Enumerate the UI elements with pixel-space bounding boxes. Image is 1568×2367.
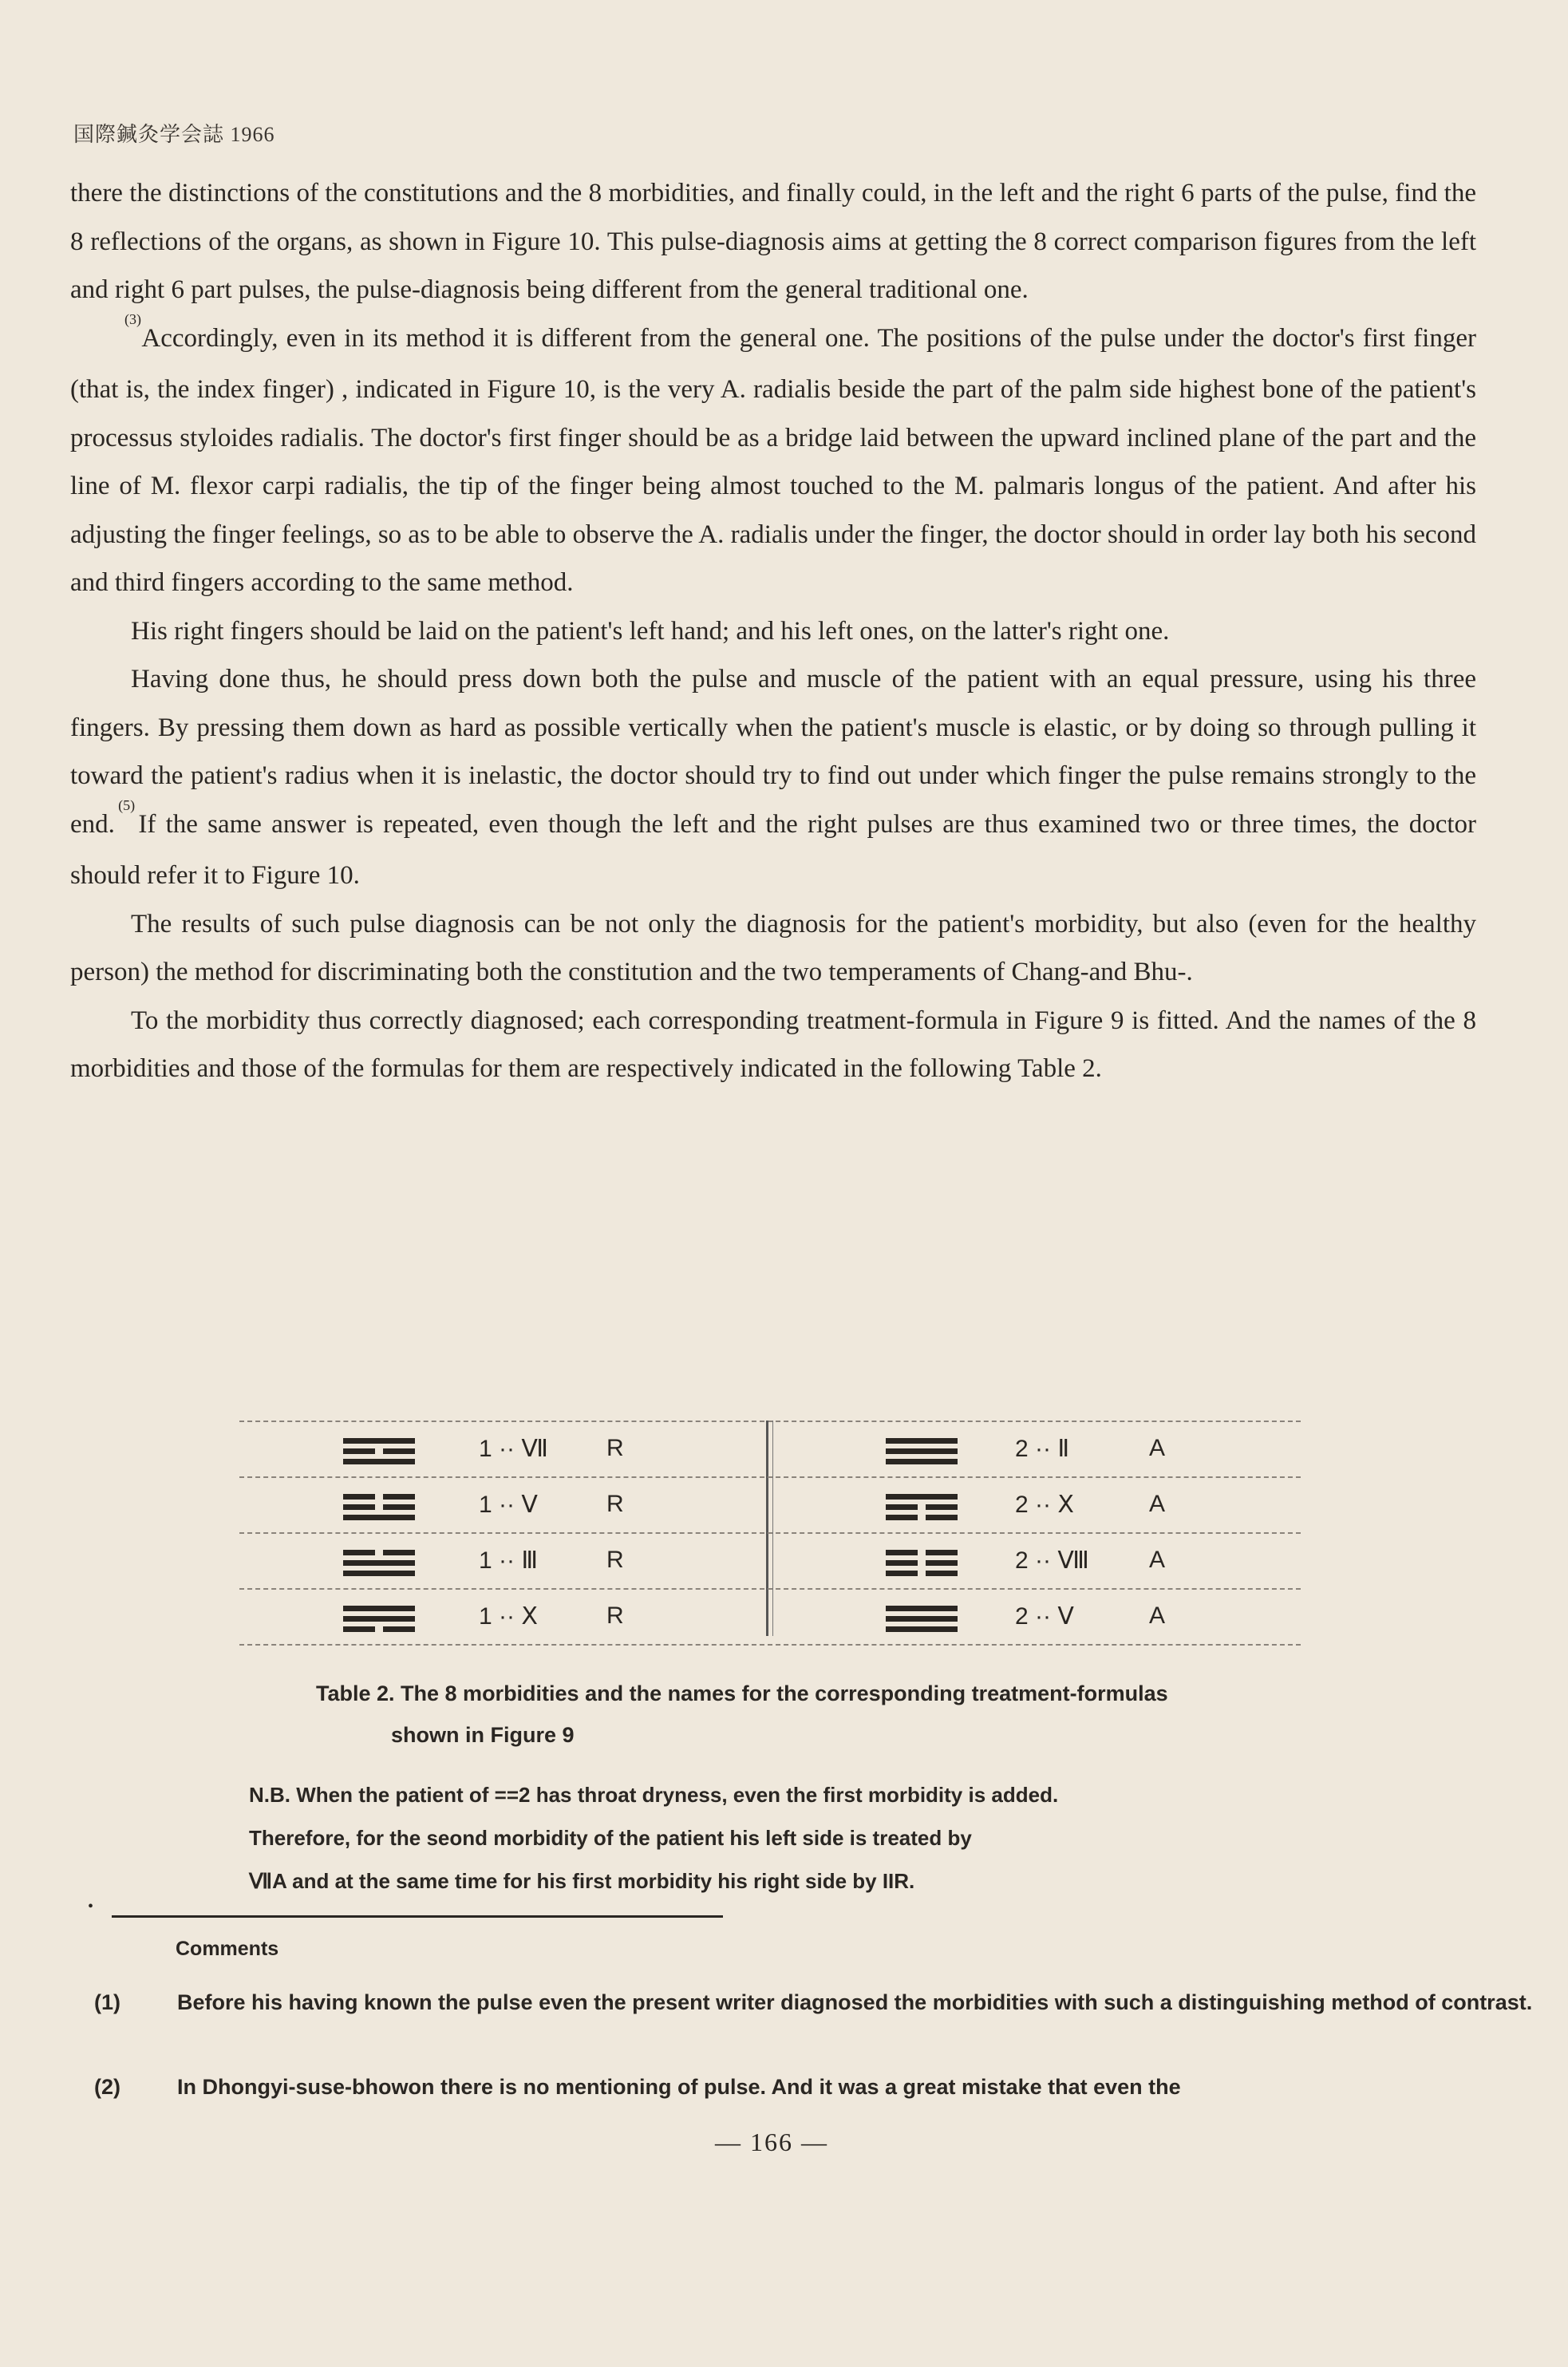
formula-number: 2 ·· Ⅷ (1015, 1547, 1089, 1574)
trigram-symbol (886, 1438, 958, 1467)
footnote-rule (112, 1915, 723, 1918)
caption-line-2: shown in Figure 9 (391, 1723, 575, 1747)
formula-letter: R (606, 1602, 624, 1629)
ref-marker-5: (5) (118, 796, 136, 813)
table-rule (239, 1476, 1301, 1478)
formula-number: 1 ·· Ⅴ (479, 1492, 538, 1518)
paragraph-1: there the distinctions of the constitutions and the 8 morbidities, and finally could, in the left and the right 6 parts of the pulse, find the 8 reflections of the organs, as shown in Figure 10. This pulse-diagnosis aims at getting the 8 correct comparison figures from the left and right 6 part pulses, the pulse-diagnosis being different from the general traditional one. (70, 179, 1476, 304)
journal-header: 国際鍼灸学会誌 1966 (73, 123, 275, 146)
formula-letter: R (606, 1547, 624, 1573)
table-rule (239, 1421, 1301, 1422)
paragraph-6: To the morbidity thus correctly diagnosed; each corresponding treatment-formula in Figure 9 is fitted. And the names of the 8 morbidities and those of the formulas for them are respectively indicated in the following Table 2. (70, 1006, 1476, 1083)
comment-number: (2) (94, 2075, 120, 2099)
nb-line-2: Therefore, for the seond morbidity of the patient his left side is treated by (249, 1826, 972, 1850)
body-text (70, 169, 1476, 1093)
paragraph-3: His right fingers should be laid on the patient's left hand; and his left ones, on the latter's right one. (131, 616, 1170, 646)
table-row (239, 1539, 1301, 1594)
nota-bene (249, 1773, 1366, 1903)
comments-title: Comments (176, 1938, 279, 1960)
table-rule (239, 1588, 1301, 1590)
trigram-symbol (886, 1494, 958, 1523)
formula-letter: A (1149, 1547, 1166, 1573)
formula-letter: R (606, 1435, 624, 1461)
formula-letter: A (1149, 1491, 1166, 1517)
ref-marker-3: (3) (124, 310, 141, 327)
table-row (239, 1594, 1301, 1650)
formula-number: 1 ·· Ⅲ (479, 1547, 539, 1574)
table-2 (239, 1421, 1301, 1650)
table-caption (316, 1673, 1417, 1756)
table-row (239, 1427, 1301, 1483)
comment-text: In Dhongyi-suse-bhowon there is no mentioning of pulse. And it was a great mistake that even the (177, 2075, 1181, 2099)
nb-line-3: ⅦA and at the same time for his first morbidity his right side by IIR. (249, 1869, 915, 1893)
formula-letter: A (1149, 1602, 1166, 1629)
paragraph-4: Having done thus, he should press down both the pulse and muscle of the patient with an equal pressure, using his three fingers. By pressing them down as hard as possible vertically when the patient's muscle is elastic, or by doing so through pulling it toward the patient's radius when it is inelastic, the doctor should try to find out under which finger the pulse remains strongly to the end. $^{(5)}$ If the same answer is repeated, even though the left and the right pulses are thus examined two or three times, the doctor should refer it to Figure 10. (70, 665, 1476, 890)
formula-number: 2 ·· Ⅱ (1015, 1436, 1070, 1462)
comment-number: (1) (94, 1990, 120, 2014)
footnote-dot: • (88, 1898, 94, 1915)
trigram-symbol (886, 1606, 958, 1634)
formula-number: 1 ·· Ⅶ (479, 1436, 548, 1462)
table-rule (239, 1532, 1301, 1534)
table-row (239, 1483, 1301, 1539)
formula-letter: A (1149, 1435, 1166, 1461)
formula-number: 2 ·· Ⅹ (1015, 1492, 1074, 1518)
nb-line-1: N.B. When the patient of ==2 has throat dryness, even the first morbidity is added. (249, 1783, 1059, 1807)
page-number: — 166 — (715, 2128, 828, 2156)
paragraph-5: The results of such pulse diagnosis can be not only the diagnosis for the patient's morbidity, but also (even for the healthy person) the method for discriminating both the constitution and the two temperaments of Chang-and Bhu-. (70, 909, 1476, 986)
trigram-symbol (886, 1550, 958, 1579)
formula-number: 2 ·· Ⅴ (1015, 1603, 1074, 1630)
table-rule (239, 1644, 1301, 1646)
formula-number: 1 ·· Ⅹ (479, 1603, 538, 1630)
formula-letter: R (606, 1491, 624, 1517)
paragraph-2: $^{(3)}$ Accordingly, even in its method it is different from the general one. The positions of the pulse under the doctor's first finger (that is, the index finger) , indicated in Figure 10, is the very A. radialis beside the part of the palm side highest bone of the patient's processus styloides radialis. The doctor's first finger should be as a bridge laid between the upward inclined plane of the part and the line of M. flexor carpi radialis, the tip of the finger being almost touched to the M. palmaris longus of the patient. And after his adjusting the finger feelings, so as to be able to observe the A. radialis under the finger, the doctor should in order lay both his second and third fingers according to the same method. (70, 310, 1476, 597)
caption-line-1: Table 2. The 8 morbidities and the names for the corresponding treatment-formulas (316, 1681, 1168, 1705)
comment-text: Before his having known the pulse even the present writer diagnosed the morbidities with such a distinguishing method of contrast. (177, 1990, 1533, 2014)
